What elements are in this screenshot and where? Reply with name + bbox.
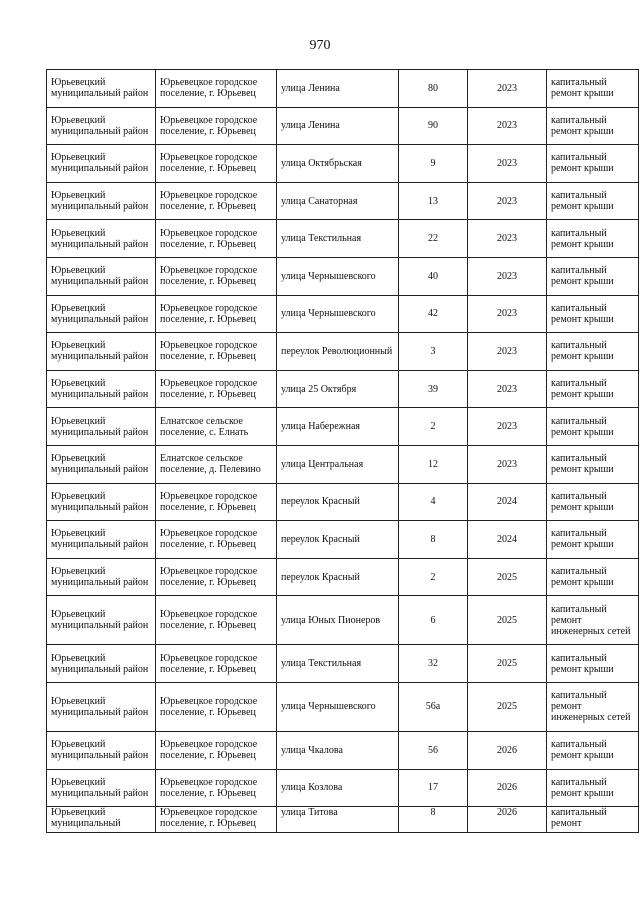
year-cell: 2026 bbox=[468, 769, 547, 807]
district-cell: Юрьевецкий муниципальный район bbox=[47, 257, 156, 295]
work-type-cell: капитальный ремонт крыши bbox=[547, 333, 639, 371]
street-cell: улица Юных Пионеров bbox=[277, 596, 399, 645]
year-cell: 2023 bbox=[468, 295, 547, 333]
table-row bbox=[47, 107, 639, 145]
year-cell: 2026 bbox=[468, 731, 547, 769]
work-type-cell: капитальный ремонт инженерных сетей bbox=[547, 682, 639, 731]
table-row bbox=[47, 682, 639, 731]
district-cell: Юрьевецкий муниципальный район bbox=[47, 596, 156, 645]
table-row bbox=[47, 333, 639, 371]
district-cell: Юрьевецкий муниципальный bbox=[47, 807, 156, 833]
table-body bbox=[47, 70, 639, 833]
district-cell: Юрьевецкий муниципальный район bbox=[47, 483, 156, 521]
house-number-cell: 8 bbox=[399, 807, 468, 833]
settlement-cell: Юрьевецкое городское поселение, г. Юрьевец bbox=[156, 295, 277, 333]
table-row bbox=[47, 220, 639, 258]
table-row bbox=[47, 731, 639, 769]
house-number-cell: 4 bbox=[399, 483, 468, 521]
work-type-cell: капитальный ремонт крыши bbox=[547, 521, 639, 559]
table-row bbox=[47, 521, 639, 559]
work-type-cell: капитальный ремонт bbox=[547, 807, 639, 833]
work-type-cell: капитальный ремонт крыши bbox=[547, 257, 639, 295]
table-row bbox=[47, 70, 639, 108]
house-number-cell: 80 bbox=[399, 70, 468, 108]
house-number-cell: 3 bbox=[399, 333, 468, 371]
year-cell: 2025 bbox=[468, 682, 547, 731]
work-type-cell: капитальный ремонт крыши bbox=[547, 295, 639, 333]
street-cell: улица Набережная bbox=[277, 408, 399, 446]
street-cell: улица Текстильная bbox=[277, 220, 399, 258]
house-number-cell: 22 bbox=[399, 220, 468, 258]
table-row bbox=[47, 596, 639, 645]
street-cell: улица Чернышевского bbox=[277, 295, 399, 333]
street-cell: переулок Красный bbox=[277, 558, 399, 596]
settlement-cell: Юрьевецкое городское поселение, г. Юрьевец bbox=[156, 558, 277, 596]
district-cell: Юрьевецкий муниципальный район bbox=[47, 408, 156, 446]
table-row bbox=[47, 807, 639, 833]
house-number-cell: 32 bbox=[399, 645, 468, 683]
house-number-cell: 56а bbox=[399, 682, 468, 731]
table-row bbox=[47, 558, 639, 596]
work-type-cell: капитальный ремонт крыши bbox=[547, 445, 639, 483]
table-row bbox=[47, 769, 639, 807]
district-cell: Юрьевецкий муниципальный район bbox=[47, 220, 156, 258]
settlement-cell: Юрьевецкое городское поселение, г. Юрьевец bbox=[156, 483, 277, 521]
settlement-cell: Юрьевецкое городское поселение, г. Юрьевец bbox=[156, 370, 277, 408]
settlement-cell: Юрьевецкое городское поселение, г. Юрьевец bbox=[156, 220, 277, 258]
district-cell: Юрьевецкий муниципальный район bbox=[47, 370, 156, 408]
district-cell: Юрьевецкий муниципальный район bbox=[47, 333, 156, 371]
street-cell: переулок Красный bbox=[277, 483, 399, 521]
settlement-cell: Юрьевецкое городское поселение, г. Юрьевец bbox=[156, 333, 277, 371]
house-number-cell: 8 bbox=[399, 521, 468, 559]
year-cell: 2024 bbox=[468, 521, 547, 559]
street-cell: улица Санаторная bbox=[277, 182, 399, 220]
settlement-cell: Юрьевецкое городское поселение, г. Юрьевец bbox=[156, 257, 277, 295]
table-row bbox=[47, 483, 639, 521]
house-number-cell: 12 bbox=[399, 445, 468, 483]
settlement-cell: Елнатское сельское поселение, д. Пелевино bbox=[156, 445, 277, 483]
work-type-cell: капитальный ремонт крыши bbox=[547, 107, 639, 145]
district-cell: Юрьевецкий муниципальный район bbox=[47, 682, 156, 731]
district-cell: Юрьевецкий муниципальный район bbox=[47, 145, 156, 183]
table-row bbox=[47, 295, 639, 333]
work-type-cell: капитальный ремонт крыши bbox=[547, 220, 639, 258]
year-cell: 2023 bbox=[468, 445, 547, 483]
year-cell: 2024 bbox=[468, 483, 547, 521]
street-cell: улица Ленина bbox=[277, 107, 399, 145]
settlement-cell: Юрьевецкое городское поселение, г. Юрьевец bbox=[156, 807, 277, 833]
table-row bbox=[47, 182, 639, 220]
district-cell: Юрьевецкий муниципальный район bbox=[47, 731, 156, 769]
year-cell: 2023 bbox=[468, 370, 547, 408]
street-cell: улица Текстильная bbox=[277, 645, 399, 683]
street-cell: улица Чернышевского bbox=[277, 682, 399, 731]
settlement-cell: Елнатское сельское поселение, с. Елнать bbox=[156, 408, 277, 446]
house-number-cell: 90 bbox=[399, 107, 468, 145]
table-row bbox=[47, 408, 639, 446]
work-type-cell: капитальный ремонт инженерных сетей bbox=[547, 596, 639, 645]
district-cell: Юрьевецкий муниципальный район bbox=[47, 295, 156, 333]
table-row bbox=[47, 370, 639, 408]
table-row bbox=[47, 145, 639, 183]
work-type-cell: капитальный ремонт крыши bbox=[547, 769, 639, 807]
settlement-cell: Юрьевецкое городское поселение, г. Юрьевец bbox=[156, 70, 277, 108]
settlement-cell: Юрьевецкое городское поселение, г. Юрьевец bbox=[156, 596, 277, 645]
work-type-cell: капитальный ремонт крыши bbox=[547, 408, 639, 446]
work-type-cell: капитальный ремонт крыши bbox=[547, 370, 639, 408]
settlement-cell: Юрьевецкое городское поселение, г. Юрьевец bbox=[156, 521, 277, 559]
house-number-cell: 40 bbox=[399, 257, 468, 295]
settlement-cell: Юрьевецкое городское поселение, г. Юрьевец bbox=[156, 145, 277, 183]
work-type-cell: капитальный ремонт крыши bbox=[547, 558, 639, 596]
district-cell: Юрьевецкий муниципальный район bbox=[47, 70, 156, 108]
year-cell: 2026 bbox=[468, 807, 547, 833]
district-cell: Юрьевецкий муниципальный район bbox=[47, 769, 156, 807]
house-number-cell: 2 bbox=[399, 558, 468, 596]
work-type-cell: капитальный ремонт крыши bbox=[547, 182, 639, 220]
district-cell: Юрьевецкий муниципальный район bbox=[47, 521, 156, 559]
year-cell: 2025 bbox=[468, 558, 547, 596]
street-cell: улица Козлова bbox=[277, 769, 399, 807]
table-row bbox=[47, 445, 639, 483]
house-number-cell: 6 bbox=[399, 596, 468, 645]
street-cell: улица Чернышевского bbox=[277, 257, 399, 295]
street-cell: улица Чкалова bbox=[277, 731, 399, 769]
house-number-cell: 56 bbox=[399, 731, 468, 769]
year-cell: 2025 bbox=[468, 645, 547, 683]
street-cell: улица 25 Октября bbox=[277, 370, 399, 408]
year-cell: 2023 bbox=[468, 333, 547, 371]
work-type-cell: капитальный ремонт крыши bbox=[547, 483, 639, 521]
settlement-cell: Юрьевецкое городское поселение, г. Юрьевец bbox=[156, 645, 277, 683]
settlement-cell: Юрьевецкое городское поселение, г. Юрьевец bbox=[156, 182, 277, 220]
settlement-cell: Юрьевецкое городское поселение, г. Юрьевец bbox=[156, 731, 277, 769]
page-number: 970 bbox=[309, 38, 331, 53]
year-cell: 2023 bbox=[468, 107, 547, 145]
year-cell: 2023 bbox=[468, 257, 547, 295]
settlement-cell: Юрьевецкое городское поселение, г. Юрьевец bbox=[156, 769, 277, 807]
house-number-cell: 17 bbox=[399, 769, 468, 807]
table-row bbox=[47, 257, 639, 295]
district-cell: Юрьевецкий муниципальный район bbox=[47, 645, 156, 683]
settlement-cell: Юрьевецкое городское поселение, г. Юрьевец bbox=[156, 107, 277, 145]
street-cell: улица Центральная bbox=[277, 445, 399, 483]
settlement-cell: Юрьевецкое городское поселение, г. Юрьевец bbox=[156, 682, 277, 731]
year-cell: 2023 bbox=[468, 408, 547, 446]
year-cell: 2025 bbox=[468, 596, 547, 645]
work-type-cell: капитальный ремонт крыши bbox=[547, 645, 639, 683]
street-cell: улица Титова bbox=[277, 807, 399, 833]
work-type-cell: капитальный ремонт крыши bbox=[547, 145, 639, 183]
house-number-cell: 42 bbox=[399, 295, 468, 333]
district-cell: Юрьевецкий муниципальный район bbox=[47, 558, 156, 596]
street-cell: улица Ленина bbox=[277, 70, 399, 108]
district-cell: Юрьевецкий муниципальный район bbox=[47, 445, 156, 483]
work-type-cell: капитальный ремонт крыши bbox=[547, 731, 639, 769]
work-type-cell: капитальный ремонт крыши bbox=[547, 70, 639, 108]
street-cell: переулок Революционный bbox=[277, 333, 399, 371]
repair-schedule-table bbox=[46, 69, 639, 833]
house-number-cell: 9 bbox=[399, 145, 468, 183]
street-cell: улица Октябрьская bbox=[277, 145, 399, 183]
street-cell: переулок Красный bbox=[277, 521, 399, 559]
table-row bbox=[47, 645, 639, 683]
year-cell: 2023 bbox=[468, 70, 547, 108]
house-number-cell: 13 bbox=[399, 182, 468, 220]
district-cell: Юрьевецкий муниципальный район bbox=[47, 107, 156, 145]
year-cell: 2023 bbox=[468, 145, 547, 183]
house-number-cell: 39 bbox=[399, 370, 468, 408]
year-cell: 2023 bbox=[468, 182, 547, 220]
year-cell: 2023 bbox=[468, 220, 547, 258]
district-cell: Юрьевецкий муниципальный район bbox=[47, 182, 156, 220]
house-number-cell: 2 bbox=[399, 408, 468, 446]
